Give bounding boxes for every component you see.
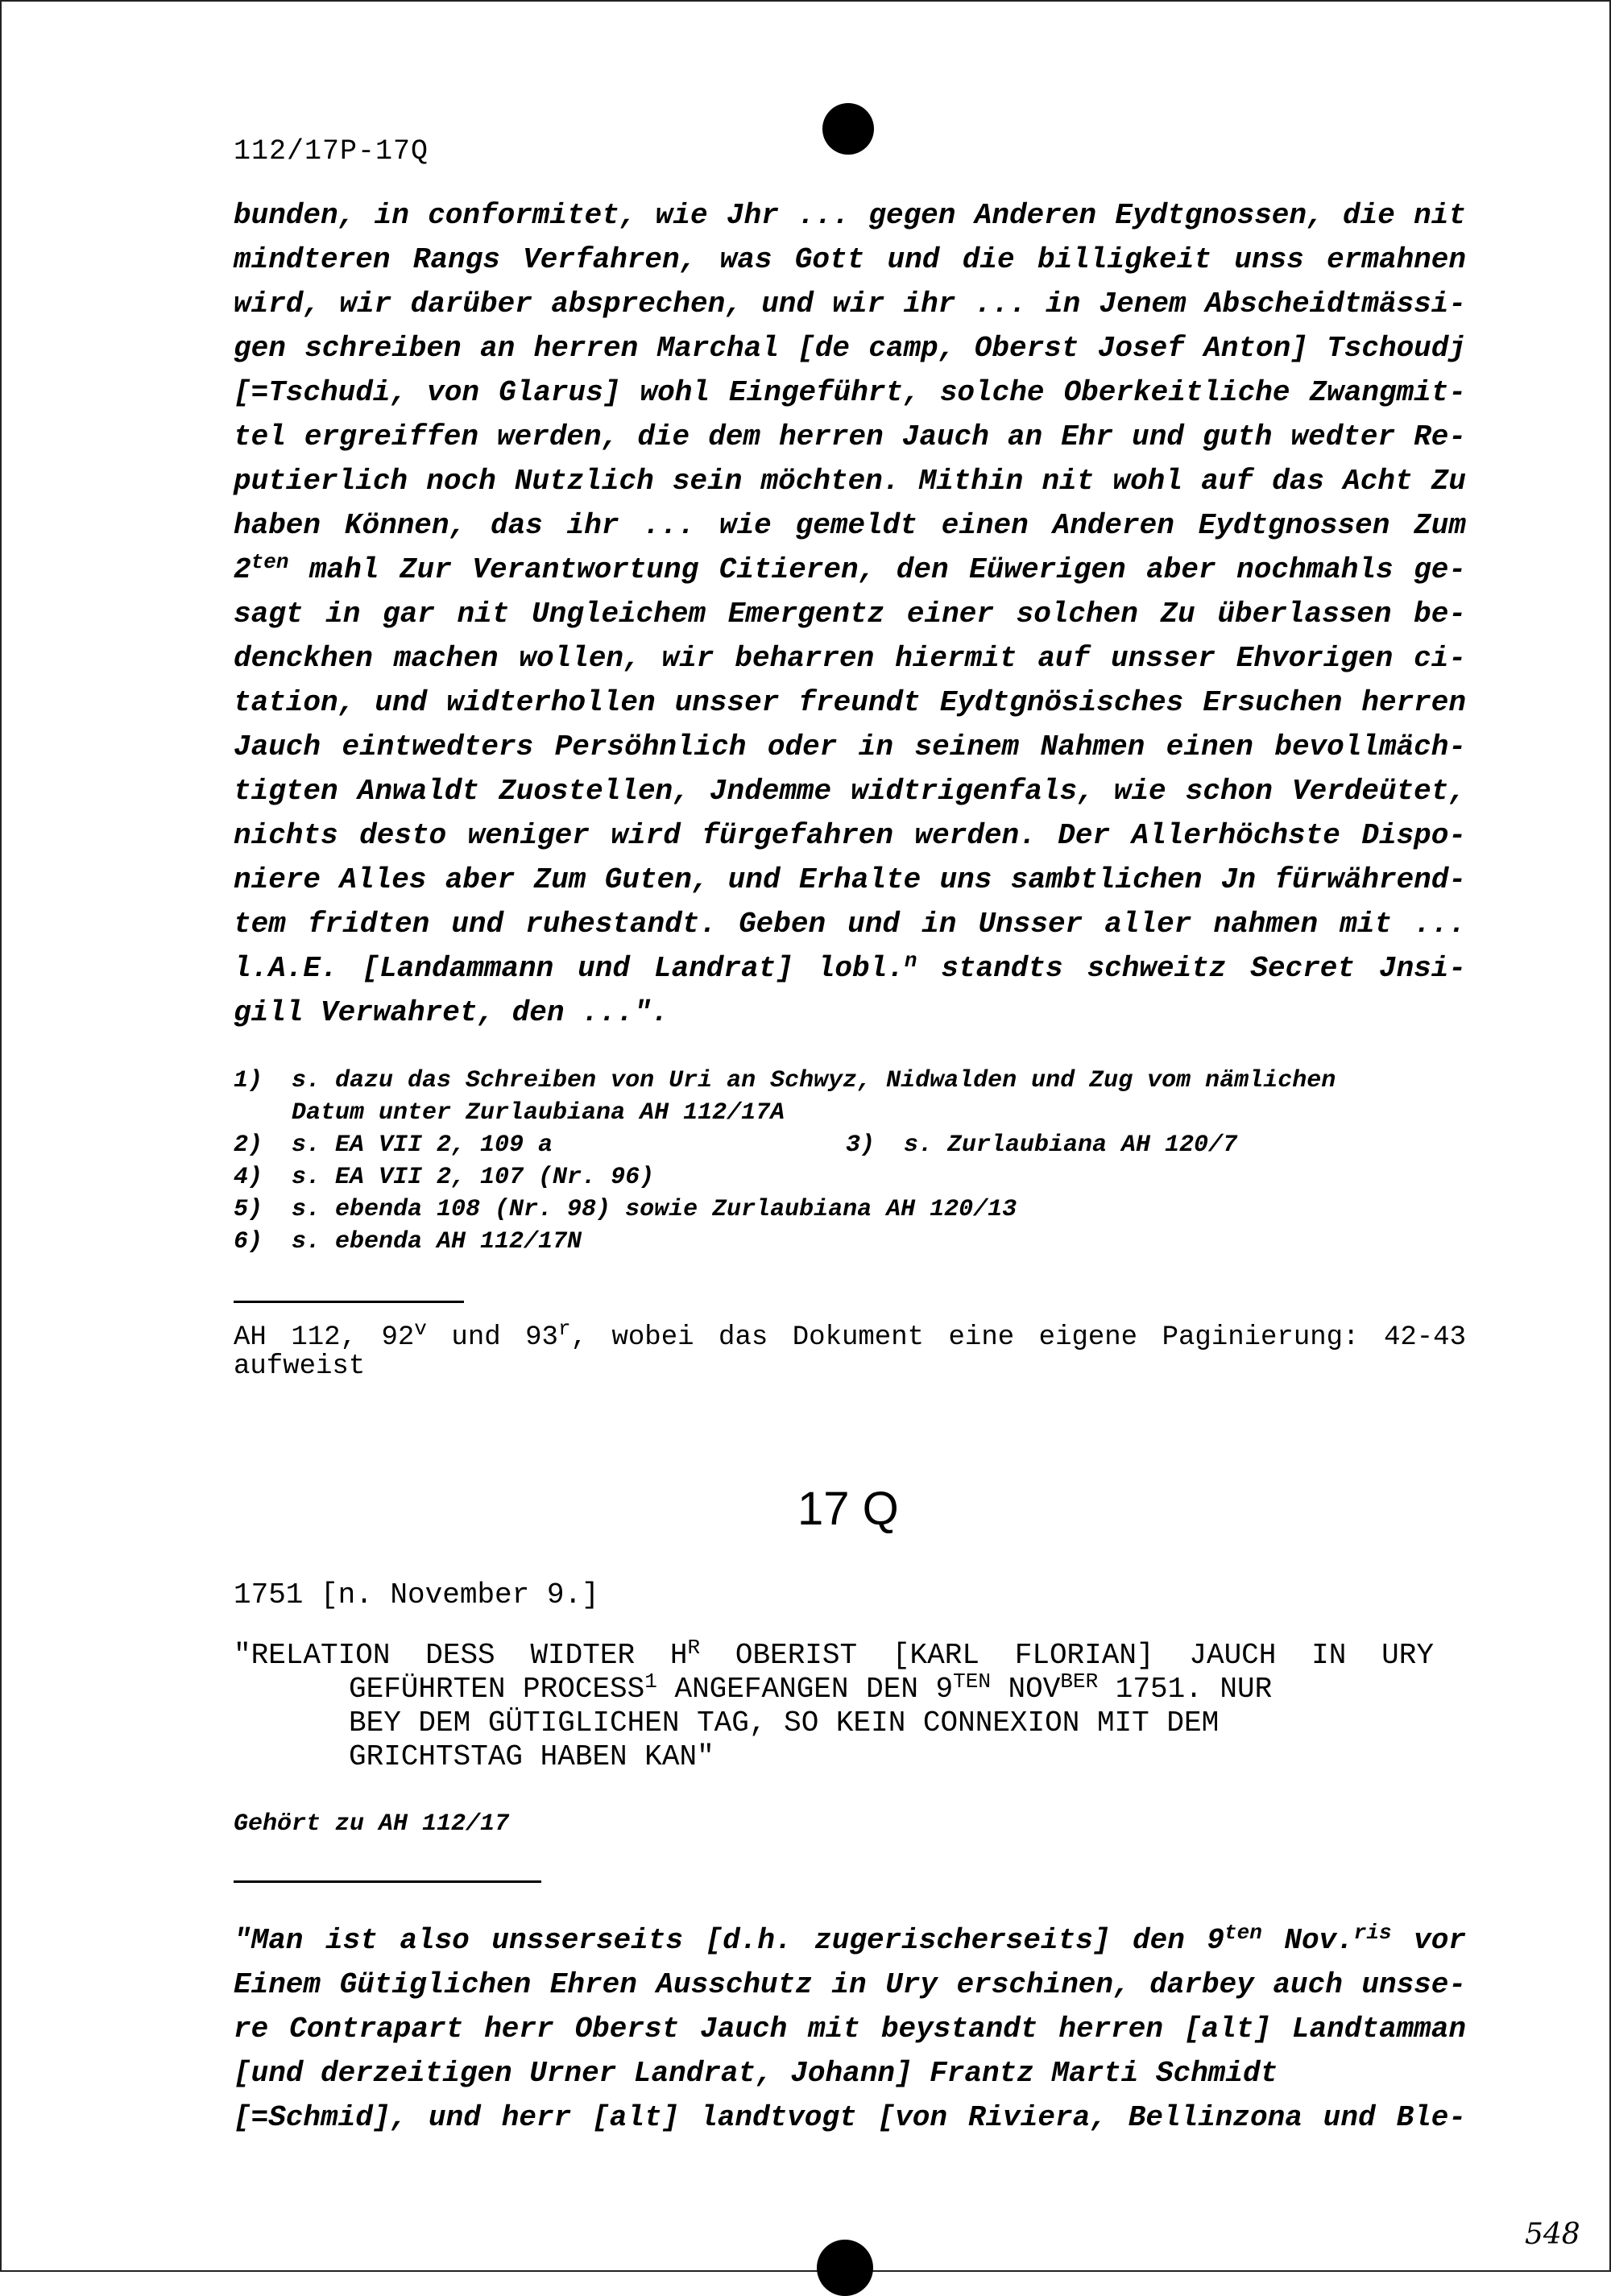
handwritten-page-number: 548 [1525,2218,1580,2251]
text-line: $2^{ten}$ mahl Zur Verantwortung Citieren, den Eüwerigen aber nochmahls ge- [234,550,1466,586]
source-line: aufweist [234,1351,366,1382]
continuation-text [234,193,1466,1035]
belongs-to-note: Gehört zu AH 112/17 [234,1810,510,1838]
text-line: Jauch eintwedters Persöhnlich oder in seinem Nahmen einen bevollmäch- [234,730,1466,763]
footnote-6: 6) s. ebenda AH 112/17N [234,1228,582,1256]
text-line: [=Schmid], und herr [alt] landtvogt [von Riviera, Bellinzona und Ble- [234,2101,1466,2134]
text-line: tation, und widterhollen unsser freundt Eydtgnösisches Ersuchen herren [234,686,1466,719]
source-line: AH 112, 92$^v$ und 93$^r$, wobei das Dokument eine eigene Paginierung: 42-43 [234,1317,1466,1353]
footnote-1-continued: Datum unter Zurlaubiana AH 112/17A [292,1099,785,1127]
text-line: nichts desto weniger wird fürgefahren werden. Der Allerhöchste Dispo- [234,819,1466,852]
punch-hole-bottom [817,2240,873,2296]
text-line: mindteren Rangs Verfahren, was Gott und die billigkeit unss ermahnen [234,243,1466,276]
document-17q-text [234,1918,1466,2140]
text-line: haben Können, das ihr ... wie gemeldt einen Anderen Eydtgnossen Zum [234,509,1466,542]
text-line: gen schreiben an herren Marchal [de camp, Oberst Josef Anton] Tschoudj [234,332,1466,365]
document-date: 1751 [n. November 9.] [234,1578,599,1611]
title-line: BEY DEM GÜTIGLICHEN TAG, SO KEIN CONNEXION MIT DEM [349,1706,1220,1740]
text-line: l.A.E. [Landammann und Landrat] lobl.$^n$ standts schweitz Secret Jnsi- [234,949,1466,985]
document-reference: 112/17P-17Q [234,135,429,168]
section-divider [234,1880,541,1883]
source-note [234,1317,1466,1382]
footnote-2-and-3: 2) s. EA VII 2, 109 a 3) s. Zurlaubiana AH 120/7 [234,1129,1466,1161]
text-line: tigten Anwaldt Zuostellen, Jndemme widtrigenfals, wie schon Verdeütet, [234,775,1466,808]
text-line: re Contrapart herr Oberst Jauch mit beystandt herren [alt] Landtamman [234,2013,1466,2046]
footnotes [234,1065,1466,1258]
footnote-3: 3) s. Zurlaubiana AH 120/7 [846,1131,1238,1159]
text-line: denckhen machen wollen, wir beharren hiermit auf unsser Ehvorigen ci- [234,642,1466,675]
document-number: 17 Q [797,1483,899,1535]
text-line: [=Tschudi, von Glarus] wohl Eingeführt, solche Oberkeitliche Zwangmit- [234,376,1466,409]
text-line: tem fridten und ruhestandt. Geben und in Unsser aller nahmen mit ... [234,908,1466,941]
title-line: GRICHTSTAG HABEN KAN" [349,1740,714,1773]
punch-hole-top [822,103,874,155]
text-line: tel ergreiffen werden, die dem herren Jauch an Ehr und guth wedter Re- [234,420,1466,453]
text-line: [und derzeitigen Urner Landrat, Johann] Frantz Marti Schmidt [234,2057,1278,2090]
footnote-divider [234,1301,464,1303]
footnote-1: 1) s. dazu das Schreiben von Uri an Schwyz, Nidwalden und Zug vom nämlichen [234,1067,1336,1094]
text-line: wird, wir darüber absprechen, und wir ihr ... in Jenem Abscheidtmässi- [234,288,1466,321]
text-line: gill Verwahret, den ...". [234,996,669,1029]
text-line: putierlich noch Nutzlich sein möchten. Mithin nit wohl auf das Acht Zu [234,465,1466,498]
text-line: "Man ist also unsserseits [d.h. zugerischerseits] den $9^{ten}$ Nov.$^{ris}$ vor [234,1921,1466,1957]
text-line: niere Alles aber Zum Guten, und Erhalte uns sambtlichen Jn fürwährend- [234,863,1466,896]
text-line: bunden, in conformitet, wie Jhr ... gegen Anderen Eydtgnossen, die nit [234,199,1466,232]
title-line: GEFÜHRTEN PROCESS$^1$ ANGEFANGEN DEN $9^{TEN}$ $NOV^{BER}$ 1751. NUR [349,1669,1273,1706]
text-line: Einem Gütiglichen Ehren Ausschutz in Ury erschinen, darbey auch unsse- [234,1968,1466,2001]
document-title [234,1636,1434,1774]
text-line: sagt in gar nit Ungleichem Emergentz einer solchen Zu überlassen be- [234,598,1466,631]
title-line: "RELATION DESS WIDTER $H^R$ OBERIST [KARL FLORIAN] JAUCH IN URY [234,1636,1434,1672]
footnote-5: 5) s. ebenda 108 (Nr. 98) sowie Zurlaubiana AH 120/13 [234,1196,1017,1223]
footnote-4: 4) s. EA VII 2, 107 (Nr. 96) [234,1164,655,1191]
